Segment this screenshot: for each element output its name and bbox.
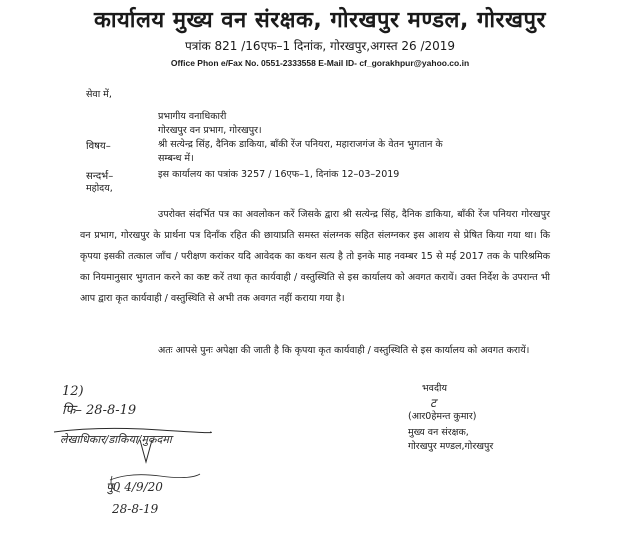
- handwritten-note-3: लेखाधिकार/डाकिया/मुकदमा: [60, 433, 172, 446]
- handwritten-note-4: पु0 4/9/20: [106, 480, 163, 494]
- handwritten-note-5: 28-8-19: [112, 502, 159, 516]
- signatory-designation: मुख्य वन संरक्षक,: [408, 427, 469, 438]
- body-paragraph-2: अतः आपसे पुनः अपेक्षा की जाती है कि कृपया कृत कार्यवाही / वस्तुस्थिति से इस कार्यालय को अवगत करायें।: [158, 345, 530, 356]
- handwritten-strokes: [40, 380, 240, 530]
- reference-label: सन्दर्भ–: [86, 171, 114, 182]
- handwritten-note-2: फि– 28-8-19: [62, 403, 137, 418]
- subject-label: विषय–: [86, 141, 111, 152]
- reference-text: इस कार्यालय का पत्रांक 3257 / 16एफ–1, दिनांक 12–03–2019: [158, 169, 400, 180]
- contact-line: Office Phon e/Fax No. 0551-2333558 E-Mail ID- cf_gorakhpur@yahoo.co.in: [170, 58, 470, 68]
- reference-number-line: पत्रांक 821 /16एफ–1 दिनांक, गोरखपुर,अगस्त 26 /2019: [184, 39, 456, 53]
- subject-line-2: सम्बन्ध में।: [158, 153, 194, 164]
- letterhead-title: कार्यालय मुख्य वन संरक्षक, गोरखपुर मण्डल, गोरखपुर: [93, 8, 547, 33]
- body-paragraph-1: उपरोक्त संदर्भित पत्र का अवलोकन करें जिसके द्वारा श्री सत्येन्द्र सिंह, दैनिक डाकिया, बाँकी रेंज पनियरा गोरखपुर वन प्रभाग, गोरखपुर के प्रार्थना पत्र दिनाँक रहित की छायाप्रति समस्त संलग्नक सहित संलग्नकर इस आशय से प्रेषित किया गया था। कि कृपया इसकी तत्काल जाँच / परीक्षण करांकर यदि आवेदक का कथन सत्य है तो इनके माह नवम्बर 15 से मई 2017 तक के पारिश्रमिक का नियमानुसार भुगतान करने का कष्ट करें तथा कृत कार्यवाही / वस्तुस्थिति से इस कार्यालय को अवगत करायें। उक्त निर्देश के उपरान्त भी आप द्वारा कृत कार्यवाही / वस्तुस्थिति से अभी तक अवगत नहीं कराया गया है।: [80, 209, 550, 304]
- addressee-line-2: गोरखपुर वन प्रभाग, गोरखपुर।: [158, 125, 262, 136]
- closing-text: भवदीय: [422, 383, 447, 394]
- handwritten-note-1: 12): [62, 384, 84, 399]
- salutation: सेवा में,: [86, 89, 112, 100]
- signatory-office: गोरखपुर मण्डल,गोरखपुर: [408, 441, 494, 452]
- subject-line-1: श्री सत्येन्द्र सिंह, दैनिक डाकिया, बाँकी रेंज पनियरा, महाराजगंज के वेतन भुगतान के: [158, 139, 443, 150]
- addressee-line-1: प्रभागीय वनाधिकारी: [158, 111, 227, 122]
- signatory-name: (आर0हेमन्त कुमार): [408, 411, 477, 422]
- signature-mark: ट: [430, 396, 437, 410]
- greeting: महोदय,: [86, 183, 113, 194]
